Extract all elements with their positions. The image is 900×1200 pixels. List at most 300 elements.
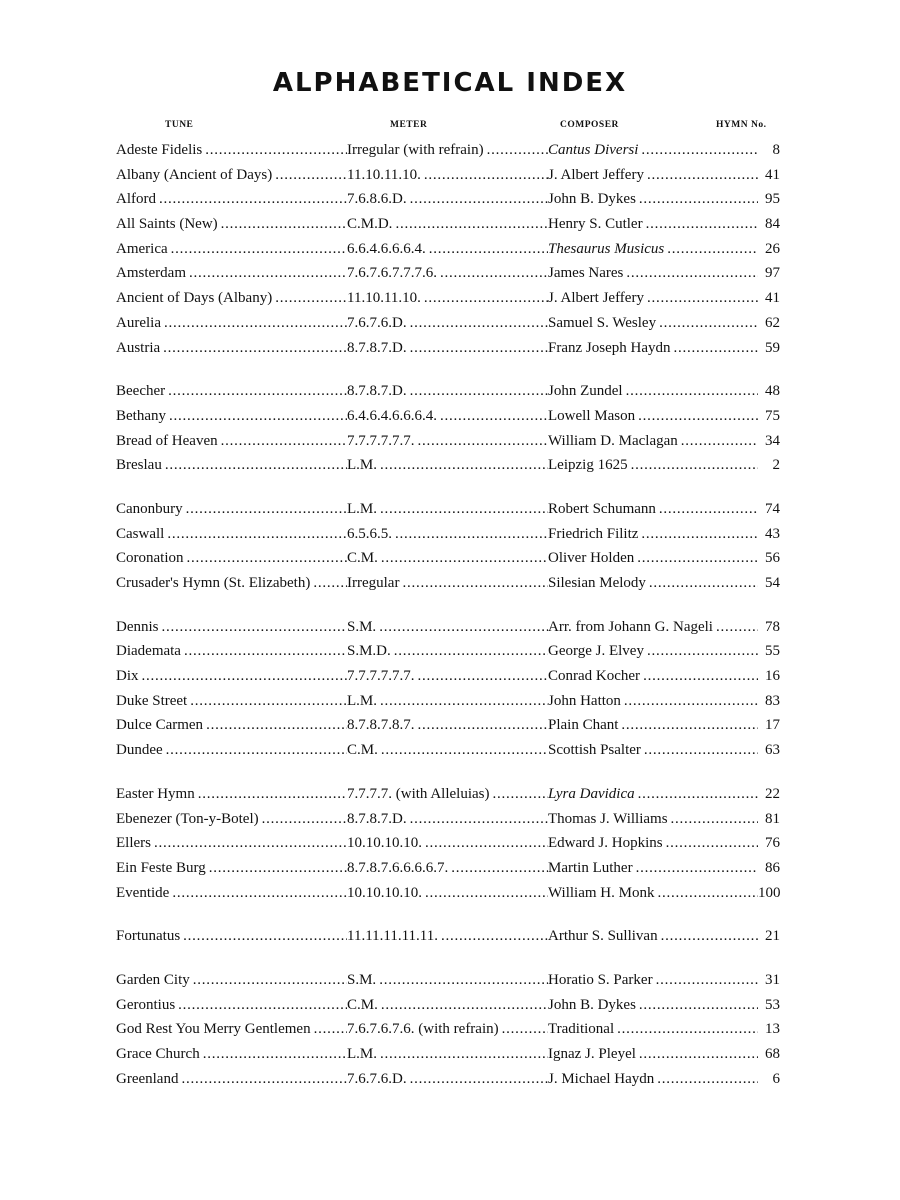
dot-leader — [658, 928, 758, 945]
dot-leader — [635, 408, 758, 425]
meter-value — [347, 997, 548, 1014]
dot-leader — [272, 290, 347, 307]
dot-leader — [623, 383, 758, 400]
composer-name-text: Samuel S. Wesley — [548, 314, 657, 331]
meter-value — [347, 501, 548, 518]
dot-leader — [415, 717, 549, 734]
dot-leader — [640, 668, 758, 685]
tune-name-text: Albany (Ancient of Days) — [116, 166, 273, 183]
dot-leader — [618, 717, 758, 734]
tune-name — [116, 1021, 347, 1038]
table-row — [0, 165, 900, 190]
meter-value-text: Irregular (with refrain) — [347, 142, 484, 158]
hymn-number: 78 — [765, 618, 780, 635]
dot-leader — [399, 575, 548, 592]
dot-leader — [186, 265, 347, 282]
meter-value-text: 8.7.8.7.D. — [347, 383, 407, 400]
dot-leader — [392, 216, 548, 233]
dot-leader — [628, 457, 758, 474]
composer-name — [548, 383, 758, 400]
dot-leader — [378, 742, 548, 759]
composer-name-text: Friedrich Filitz — [548, 525, 639, 542]
tune-name-text: Aurelia — [116, 314, 161, 331]
dot-leader — [162, 457, 347, 474]
composer-name — [548, 501, 758, 518]
dot-leader — [407, 191, 548, 208]
meter-value-text: 7.6.7.6.D. — [347, 1070, 407, 1087]
meter-value-text: S.M. — [347, 971, 377, 988]
tune-name — [116, 290, 347, 307]
dot-leader — [490, 786, 549, 803]
tune-name-text: Greenland — [116, 1070, 179, 1087]
tune-name — [116, 575, 347, 592]
meter-value — [347, 265, 548, 282]
composer-name-text: Martin Luther — [548, 859, 633, 876]
composer-name — [548, 1021, 758, 1038]
meter-value-text: 10.10.10.10. — [347, 884, 422, 901]
meter-value-text: 11.10.11.10. — [347, 290, 421, 307]
table-row — [0, 833, 900, 858]
table-row — [0, 617, 900, 642]
composer-name — [548, 191, 758, 208]
hymn-number: 63 — [765, 742, 780, 759]
tune-name-text: Dundee — [116, 742, 163, 759]
table-row — [0, 406, 900, 431]
dot-leader — [161, 315, 347, 332]
tune-name — [116, 265, 347, 282]
tune-name-text: Bread of Heaven — [116, 432, 218, 449]
table-row — [0, 666, 900, 691]
dot-leader — [663, 835, 758, 852]
table-row — [0, 455, 900, 480]
column-header-tune: TUNE — [165, 120, 194, 130]
hymn-number: 22 — [765, 785, 780, 802]
meter-value-text: C.M. — [347, 996, 378, 1013]
dot-leader — [623, 265, 758, 282]
dot-leader — [670, 340, 758, 357]
table-row — [0, 926, 900, 951]
dot-leader — [259, 811, 347, 828]
table-row — [0, 858, 900, 883]
composer-name — [548, 885, 758, 902]
tune-name-text: Beecher — [116, 383, 166, 400]
tune-name — [116, 643, 347, 660]
dot-leader — [407, 340, 548, 357]
dot-leader — [635, 786, 758, 803]
meter-value — [347, 835, 548, 852]
dot-leader — [139, 668, 348, 685]
meter-value — [347, 575, 548, 592]
dot-leader — [181, 643, 347, 660]
dot-leader — [407, 1071, 548, 1088]
dot-leader — [438, 928, 548, 945]
meter-value — [347, 742, 548, 759]
composer-name-text: John B. Dykes — [548, 191, 636, 208]
hymn-number: 84 — [765, 216, 780, 233]
table-row — [0, 239, 900, 264]
hymn-number: 83 — [765, 692, 780, 709]
table-row — [0, 524, 900, 549]
meter-value — [347, 693, 548, 710]
meter-value-text: 8.7.8.7.D. — [347, 339, 407, 356]
dot-leader — [426, 241, 548, 258]
composer-name — [548, 693, 758, 710]
tune-name-text: Dennis — [116, 618, 159, 635]
tune-name-text: Gerontius — [116, 996, 176, 1013]
meter-value — [347, 290, 548, 307]
dot-leader — [644, 290, 758, 307]
tune-name-text: Ellers — [116, 835, 151, 852]
dot-leader — [636, 997, 758, 1014]
hymn-number: 86 — [765, 859, 780, 876]
hymn-number: 97 — [765, 265, 780, 282]
hymn-number: 2 — [772, 457, 780, 474]
composer-name-text: William D. Maclagan — [548, 432, 678, 449]
composer-name — [548, 786, 758, 803]
composer-name — [548, 717, 758, 734]
dot-leader — [218, 216, 347, 233]
meter-value — [347, 972, 548, 989]
dot-leader — [636, 1046, 758, 1063]
tune-name-text: Diademata — [116, 643, 181, 660]
meter-value-text: S.M.D. — [347, 643, 391, 660]
composer-name-text: John Zundel — [548, 383, 623, 400]
dot-leader — [169, 885, 347, 902]
dot-leader — [678, 433, 758, 450]
meter-value-text: S.M. — [347, 618, 377, 635]
dot-leader — [159, 619, 348, 636]
tune-name — [116, 997, 347, 1014]
tune-name — [116, 619, 347, 636]
meter-value — [347, 1021, 548, 1038]
hymn-number: 81 — [765, 810, 780, 827]
composer-name-text: John Hatton — [548, 692, 621, 709]
dot-leader — [713, 619, 758, 636]
meter-value-text: C.M. — [347, 550, 378, 567]
meter-value-text: C.M. — [347, 742, 378, 759]
meter-value — [347, 786, 548, 803]
tune-name — [116, 340, 347, 357]
meter-value-text: 8.7.8.7.D. — [347, 810, 407, 827]
table-row — [0, 1019, 900, 1044]
meter-value-text: L.M. — [347, 457, 377, 474]
meter-value — [347, 340, 548, 357]
composer-name-text: J. Albert Jeffery — [548, 166, 644, 183]
dot-leader — [641, 742, 758, 759]
hymn-number: 16 — [765, 668, 780, 685]
tune-name-text: Ebenezer (Ton-y-Botel) — [116, 810, 259, 827]
meter-value-text: 11.10.11.10. — [347, 166, 421, 183]
composer-name — [548, 742, 758, 759]
composer-name-text: Silesian Melody — [548, 575, 646, 591]
composer-name — [548, 315, 758, 332]
meter-value — [347, 167, 548, 184]
table-row — [0, 214, 900, 239]
dot-leader — [633, 860, 758, 877]
composer-name — [548, 142, 758, 159]
composer-name-text: Thesaurus Musicus — [548, 240, 665, 257]
meter-value-text: 7.6.7.6.7.6. (with refrain) — [347, 1021, 499, 1038]
composer-name — [548, 619, 758, 636]
dot-leader — [654, 1071, 758, 1088]
dot-leader — [190, 972, 347, 989]
dot-leader — [187, 693, 347, 710]
composer-name — [548, 811, 758, 828]
tune-name-text: Breslau — [116, 457, 162, 474]
table-row — [0, 288, 900, 313]
dot-leader — [392, 526, 548, 543]
dot-leader — [166, 408, 347, 425]
hymn-number: 13 — [765, 1021, 780, 1038]
dot-leader — [202, 142, 347, 159]
dot-leader — [437, 408, 548, 425]
tune-name — [116, 191, 347, 208]
table-row — [0, 809, 900, 834]
tune-name — [116, 526, 347, 543]
hymn-number: 41 — [765, 166, 780, 183]
meter-value — [347, 408, 548, 425]
composer-name-text: Oliver Holden — [548, 550, 635, 567]
tune-name-text: Ein Feste Burg — [116, 859, 206, 876]
meter-value — [347, 717, 548, 734]
meter-value-text: 7.7.7.7. (with Alleluias) — [347, 785, 490, 802]
composer-name — [548, 167, 758, 184]
composer-name-text: Plain Chant — [548, 717, 619, 734]
column-header-composer: COMPOSER — [560, 120, 619, 130]
composer-name — [548, 526, 758, 543]
hymn-number: 62 — [765, 314, 780, 331]
group-separator — [0, 480, 900, 499]
hymn-number: 95 — [765, 191, 780, 208]
meter-value — [347, 885, 548, 902]
tune-name — [116, 668, 347, 685]
composer-name — [548, 997, 758, 1014]
hymn-number: 48 — [765, 383, 780, 400]
tune-name-text: Easter Hymn — [116, 785, 195, 802]
column-header-meter: METER — [390, 120, 428, 130]
meter-value — [347, 928, 548, 945]
dot-leader — [310, 575, 347, 592]
table-row — [0, 883, 900, 908]
dot-leader — [377, 457, 548, 474]
dot-leader — [636, 191, 758, 208]
tune-name-text: Amsterdam — [116, 265, 186, 282]
composer-name-text: George J. Elvey — [548, 643, 644, 660]
composer-name — [548, 972, 758, 989]
dot-leader — [421, 167, 548, 184]
group-separator — [0, 598, 900, 617]
hymn-number: 41 — [765, 290, 780, 307]
index-table — [0, 140, 900, 1093]
tune-name — [116, 408, 347, 425]
composer-name-text: Cantus Diversi — [548, 142, 639, 158]
tune-name — [116, 315, 347, 332]
dot-leader — [614, 1021, 758, 1038]
dot-leader — [195, 786, 347, 803]
composer-name-text: J. Michael Haydn — [548, 1070, 655, 1087]
tune-name — [116, 241, 347, 258]
tune-name — [116, 972, 347, 989]
table-row — [0, 970, 900, 995]
dot-leader — [448, 860, 548, 877]
meter-value-text: Irregular — [347, 575, 400, 591]
composer-name-text: Robert Schumann — [548, 500, 656, 517]
tune-name — [116, 1071, 347, 1088]
composer-name-text: Henry S. Cutler — [548, 216, 643, 233]
dot-leader — [156, 191, 347, 208]
tune-name-text: Austria — [116, 339, 161, 356]
meter-value-text: 8.7.8.7.8.7. — [347, 717, 415, 734]
dot-leader — [272, 167, 347, 184]
meter-value-text: L.M. — [347, 1046, 377, 1062]
tune-name-text: Crusader's Hymn (St. Elizabeth) — [116, 575, 311, 591]
table-row — [0, 499, 900, 524]
meter-value-text: 7.7.7.7.7.7. — [347, 432, 415, 449]
tune-name-text: Duke Street — [116, 692, 188, 709]
meter-value — [347, 811, 548, 828]
table-row — [0, 784, 900, 809]
meter-value-text: 6.6.4.6.6.6.4. — [347, 240, 426, 257]
meter-value — [347, 241, 548, 258]
hymn-number: 17 — [765, 717, 780, 734]
dot-leader — [643, 216, 758, 233]
composer-name — [548, 860, 758, 877]
meter-value — [347, 643, 548, 660]
tune-name — [116, 928, 347, 945]
hymn-number: 31 — [765, 971, 780, 988]
composer-name-text: Lyra Davidica — [548, 785, 635, 802]
dot-leader — [206, 860, 347, 877]
composer-name-text: William H. Monk — [548, 884, 655, 901]
meter-value — [347, 860, 548, 877]
tune-name-text: Canonbury — [116, 500, 183, 517]
dot-leader — [376, 619, 548, 636]
tune-name — [116, 885, 347, 902]
dot-leader — [151, 835, 347, 852]
composer-name-text: Traditional — [548, 1021, 615, 1038]
table-row — [0, 1069, 900, 1094]
table-row — [0, 573, 900, 598]
table-row — [0, 1044, 900, 1069]
hymn-number: 43 — [765, 525, 780, 542]
dot-leader — [377, 693, 548, 710]
group-separator — [0, 951, 900, 970]
meter-value-text: 7.6.7.6.7.7.7.6. — [347, 265, 437, 282]
composer-name — [548, 408, 758, 425]
composer-name-text: Conrad Kocher — [548, 668, 641, 685]
hymn-number: 76 — [765, 835, 780, 852]
meter-value-text: 7.6.8.6.D. — [347, 191, 407, 208]
hymn-number: 74 — [765, 500, 780, 517]
composer-name — [548, 575, 758, 592]
tune-name — [116, 216, 347, 233]
composer-name — [548, 1071, 758, 1088]
table-row — [0, 189, 900, 214]
dot-leader — [415, 433, 549, 450]
tune-name — [116, 142, 347, 159]
table-row — [0, 740, 900, 765]
dot-leader — [164, 526, 347, 543]
table-row — [0, 548, 900, 573]
dot-leader — [484, 142, 548, 159]
meter-value-text: 6.4.6.4.6.6.6.4. — [347, 407, 437, 424]
tune-name — [116, 383, 347, 400]
tune-name-text: Adeste Fidelis — [116, 142, 203, 158]
meter-value — [347, 142, 548, 159]
dot-leader — [178, 1071, 347, 1088]
dot-leader — [654, 885, 758, 902]
meter-value-text: 7.6.7.6.D. — [347, 314, 407, 331]
composer-name-text: Ignaz J. Pleyel — [548, 1046, 636, 1062]
hymn-number: 59 — [765, 339, 780, 356]
composer-name-text: Lowell Mason — [548, 407, 636, 424]
dot-leader — [391, 643, 548, 660]
dot-leader — [422, 885, 548, 902]
group-separator — [0, 362, 900, 381]
dot-leader — [656, 501, 758, 518]
meter-value — [347, 191, 548, 208]
tune-name — [116, 786, 347, 803]
meter-value-text: 11.11.11.11.11. — [347, 928, 438, 945]
tune-name-text: All Saints (New) — [116, 216, 218, 233]
composer-name — [548, 241, 758, 258]
meter-value-text: 8.7.8.7.6.6.6.6.7. — [347, 859, 449, 876]
dot-leader — [407, 811, 548, 828]
meter-value — [347, 1046, 548, 1063]
tune-name — [116, 742, 347, 759]
meter-value — [347, 1071, 548, 1088]
hymn-number: 100 — [758, 884, 780, 901]
tune-name — [116, 1046, 347, 1063]
meter-value — [347, 457, 548, 474]
composer-name — [548, 550, 758, 567]
composer-name — [548, 928, 758, 945]
tune-name — [116, 167, 347, 184]
tune-name — [116, 550, 347, 567]
tune-name-text: America — [116, 240, 168, 257]
page-title: ALPHABETICAL INDEX — [272, 68, 628, 98]
meter-value-text: 7.7.7.7.7.7. — [347, 668, 415, 685]
dot-leader — [175, 997, 347, 1014]
dot-leader — [407, 383, 548, 400]
tune-name-text: Coronation — [116, 550, 184, 567]
tune-name-text: Bethany — [116, 407, 166, 424]
hymn-number: 53 — [765, 996, 780, 1013]
tune-name-text: Ancient of Days (Albany) — [116, 290, 273, 307]
composer-name-text: Thomas J. Williams — [548, 810, 668, 827]
composer-name-text: J. Albert Jeffery — [548, 290, 644, 307]
table-row — [0, 995, 900, 1020]
dot-leader — [634, 550, 758, 567]
hymn-number: 8 — [772, 142, 780, 158]
composer-name — [548, 1046, 758, 1063]
dot-leader — [377, 1046, 548, 1063]
composer-name — [548, 433, 758, 450]
dot-leader — [644, 643, 758, 660]
composer-name-text: Franz Joseph Haydn — [548, 339, 671, 356]
hymn-number: 26 — [765, 240, 780, 257]
table-row — [0, 691, 900, 716]
dot-leader — [180, 928, 347, 945]
column-header-hymn-number: HYMN No. — [716, 120, 767, 130]
dot-leader — [621, 693, 758, 710]
meter-value — [347, 550, 548, 567]
group-separator — [0, 765, 900, 784]
composer-name-text: John B. Dykes — [548, 996, 636, 1013]
dot-leader — [499, 1021, 548, 1038]
dot-leader — [218, 433, 347, 450]
dot-leader — [200, 1046, 347, 1063]
